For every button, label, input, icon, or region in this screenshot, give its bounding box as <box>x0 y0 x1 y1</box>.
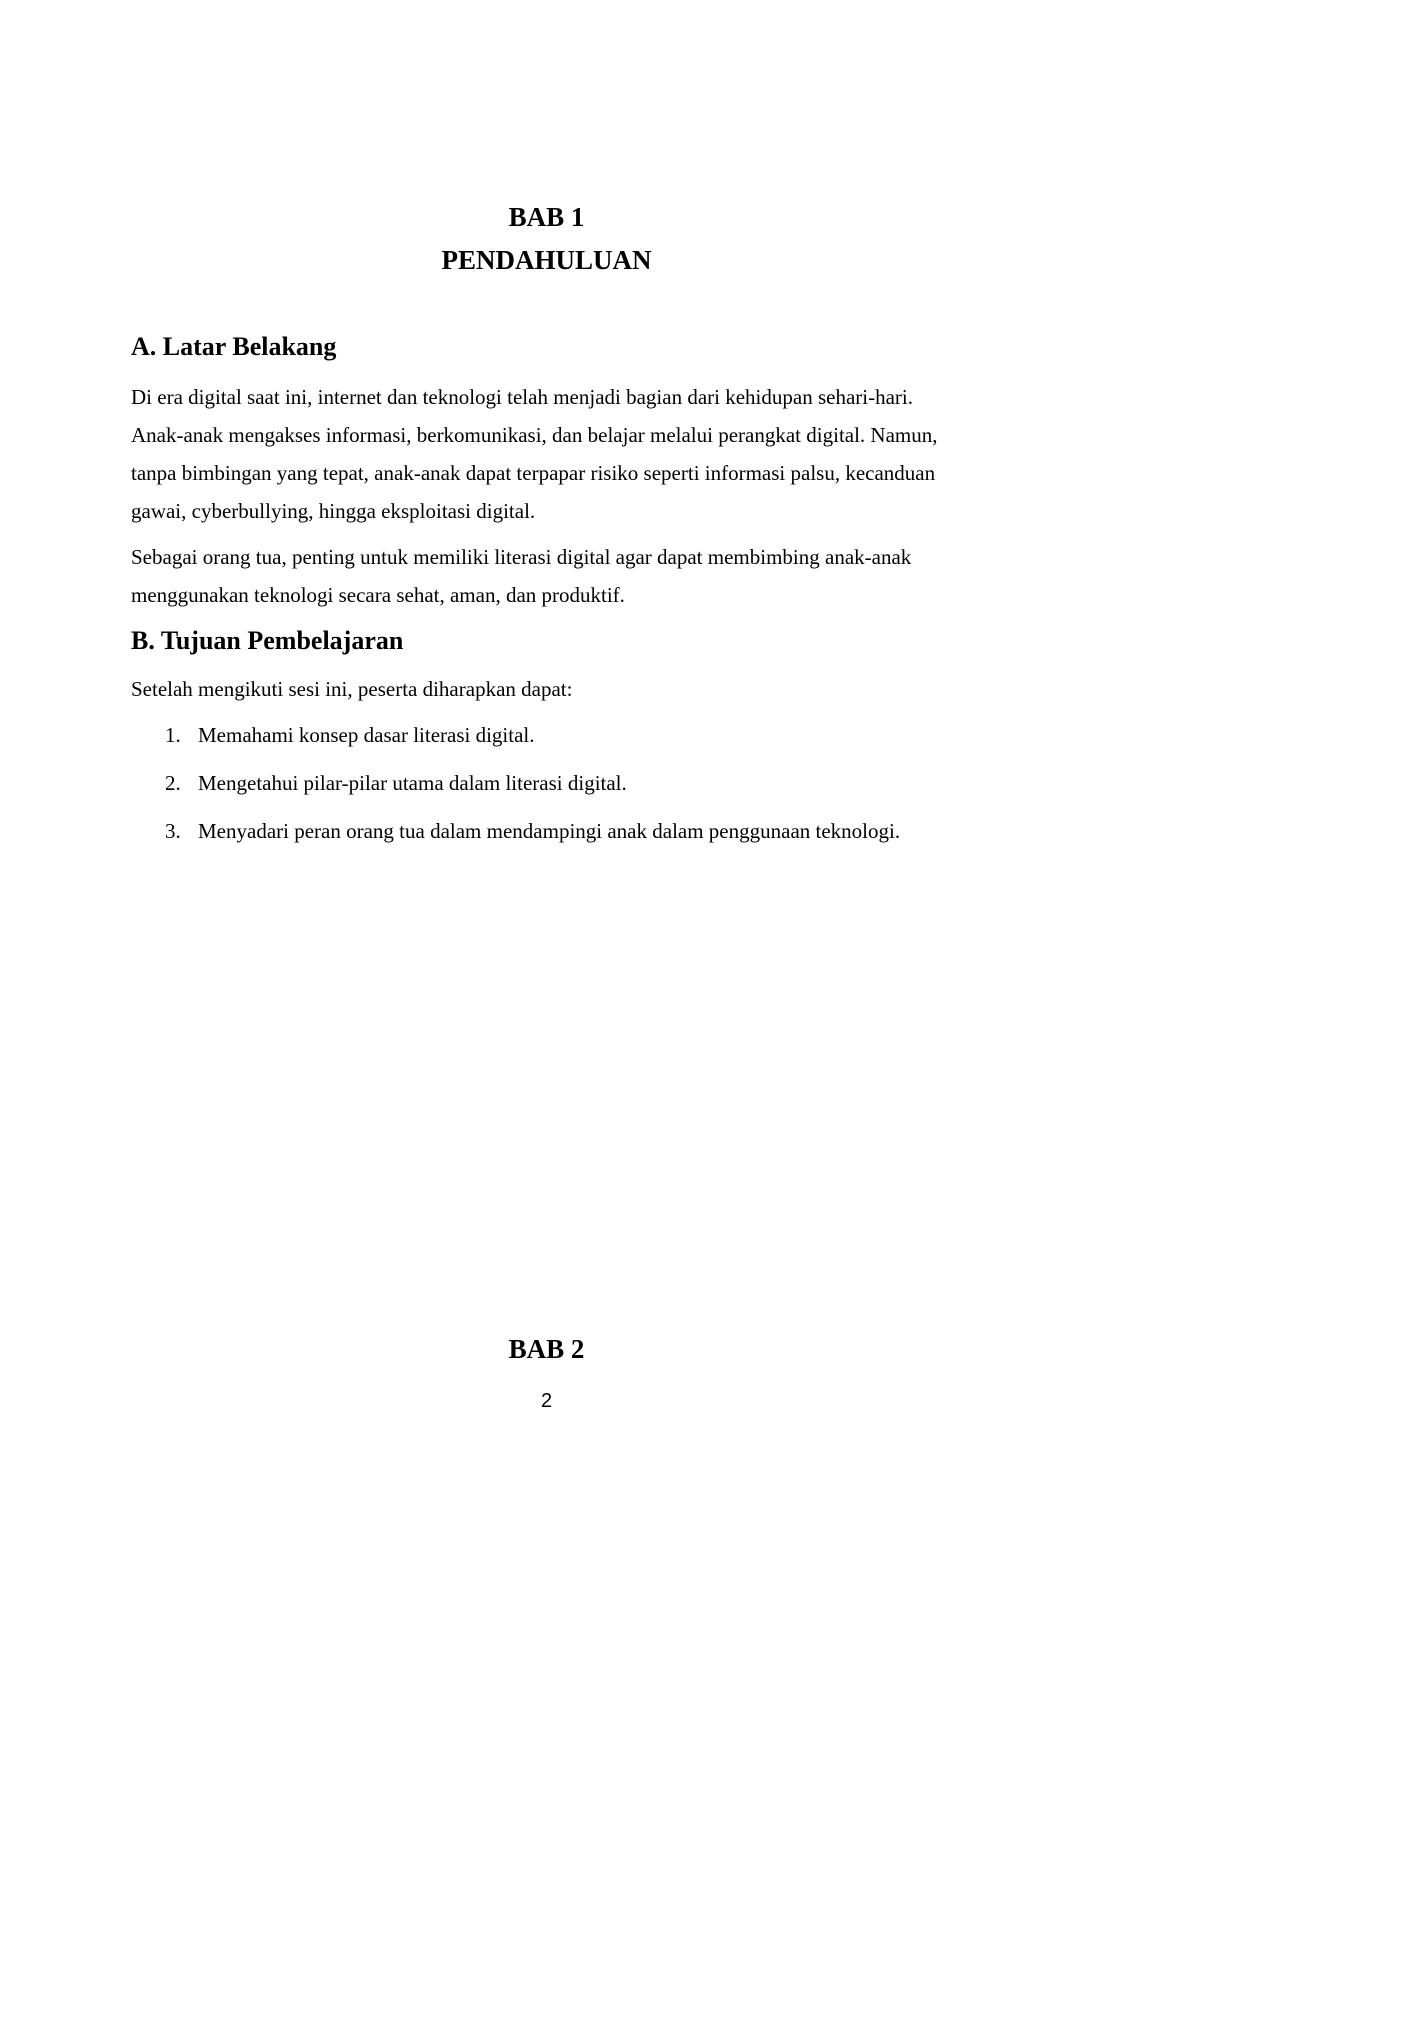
list-item-number: 3. <box>165 819 181 843</box>
document-content <box>131 196 962 1413</box>
list-item <box>165 812 962 850</box>
section-a-paragraph-1: Di era digital saat ini, internet dan teknologi telah menjadi bagian dari kehidupan sehari-hari. Anak-anak mengakses informasi, berkomunikasi, dan belajar melalui perangkat digital. Namun, tanpa bimbingan yang tepat, anak-anak dapat terpapar risiko seperti informasi palsu, kecanduan gawai, cyberbullying, hingga eksploitasi digital. <box>131 385 938 523</box>
list-item-text: Menyadari peran orang tua dalam mendampingi anak dalam penggunaan teknologi. <box>198 819 901 843</box>
chapter-1-title: BAB 1 <box>508 202 585 232</box>
list-item <box>165 716 962 754</box>
section-b-intro: Setelah mengikuti sesi ini, peserta diharapkan dapat: <box>131 677 573 701</box>
chapter-2-title: BAB 2 <box>508 1334 585 1364</box>
objectives-list <box>131 716 962 850</box>
list-item-text: Memahami konsep dasar literasi digital. <box>198 723 535 747</box>
chapter-1-subtitle: PENDAHULUAN <box>441 245 652 275</box>
list-item <box>165 764 962 802</box>
section-b-heading: B. Tujuan Pembelajaran <box>131 626 404 655</box>
page-number: 2 <box>540 1390 553 1412</box>
list-item-number: 1. <box>165 723 181 747</box>
section-a-paragraph-2: Sebagai orang tua, penting untuk memiliki literasi digital agar dapat membimbing anak-anak menggunakan teknologi secara sehat, aman, dan produktif. <box>131 545 912 607</box>
list-item-text: Mengetahui pilar-pilar utama dalam literasi digital. <box>198 771 627 795</box>
section-a-heading: A. Latar Belakang <box>131 332 337 361</box>
list-item-number: 2. <box>165 771 181 795</box>
